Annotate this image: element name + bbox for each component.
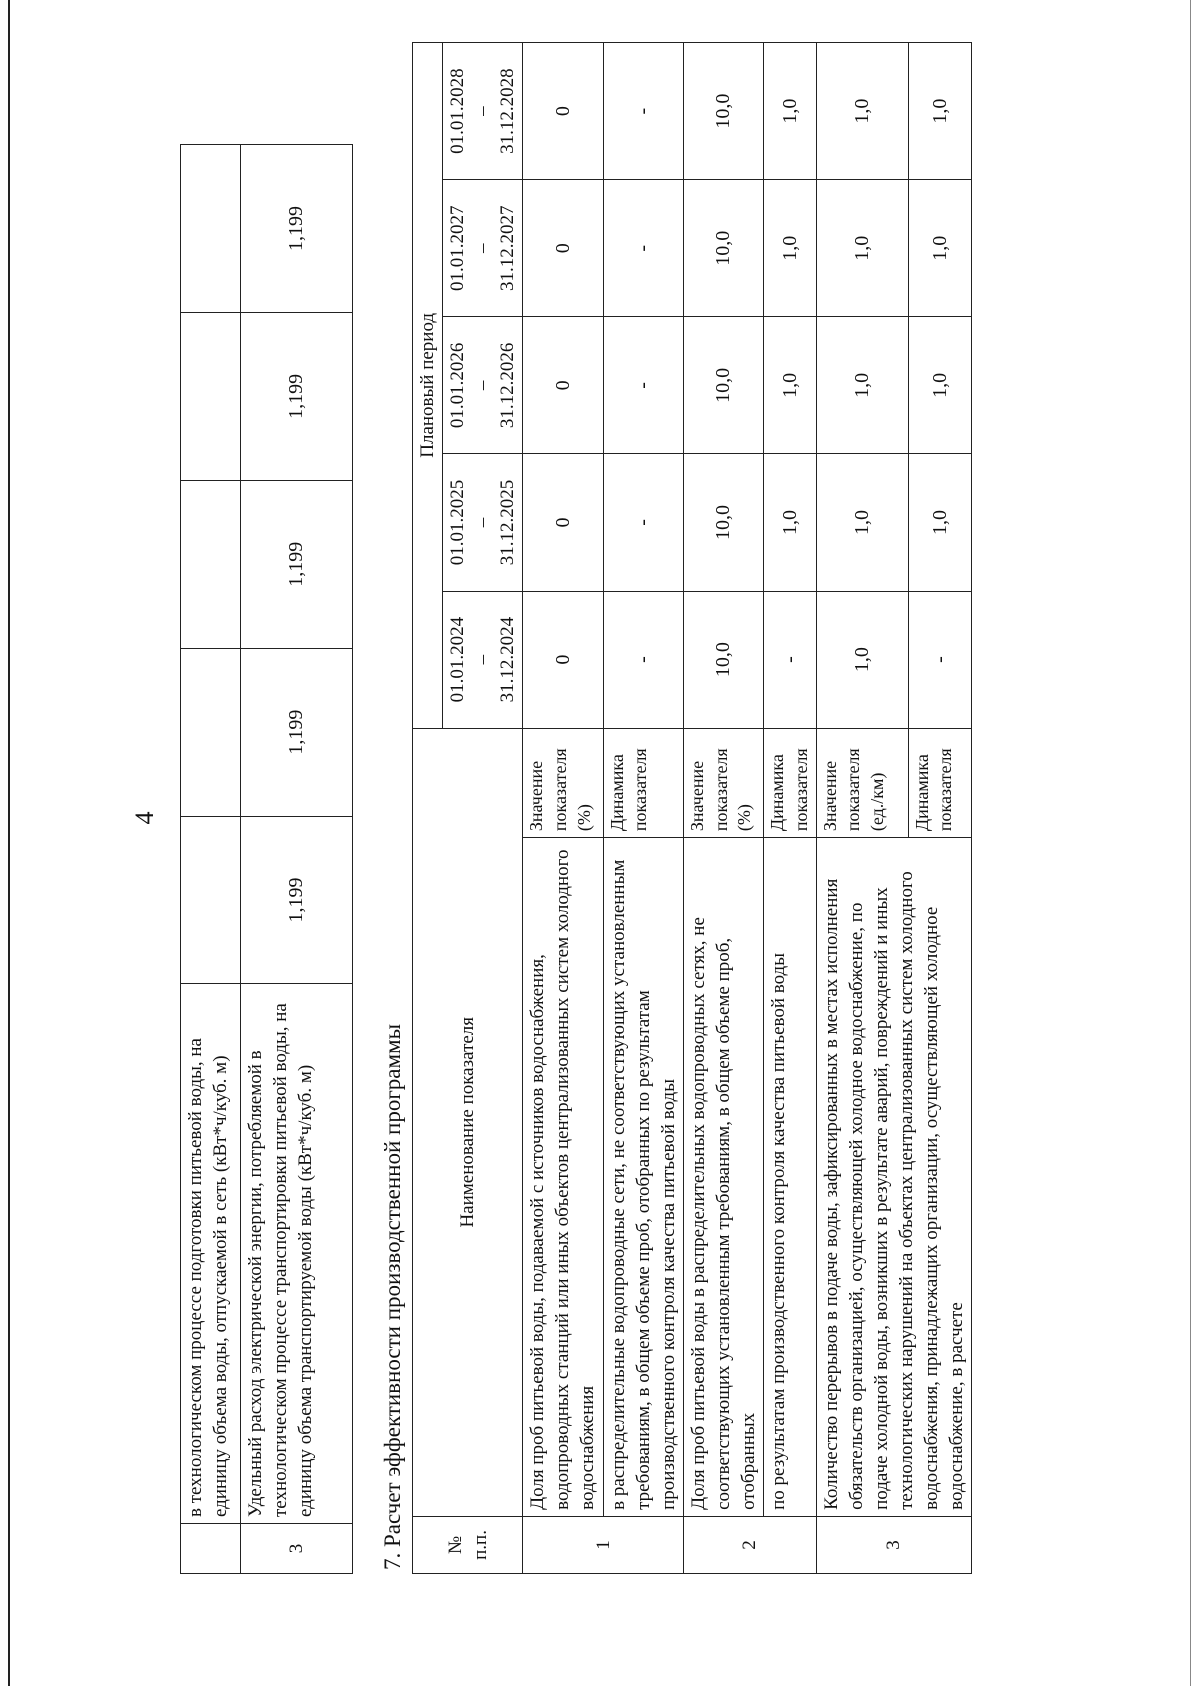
value-cell: -: [603, 317, 683, 454]
value-cell: [181, 312, 241, 480]
value-cell: -: [764, 591, 817, 728]
header-row: [413, 43, 443, 1574]
value-cell: 1,0: [816, 317, 908, 454]
value-cell: -: [603, 591, 683, 728]
row-num: [181, 1524, 241, 1574]
period-2028: 01.01.2028 – 31.12.2028: [443, 43, 523, 180]
row-name: в технологическом процессе подготовки питьевой воды, на единицу объема воды, отпускаемой в сеть (кВт*ч/куб. м): [181, 984, 241, 1524]
value-cell: 1,0: [816, 180, 908, 317]
value-cell: -: [603, 180, 683, 317]
row-name: по результатам производственного контроля качества питьевой воды: [764, 838, 817, 1517]
top-table: [180, 144, 353, 1574]
header-name: Наименование показателя: [413, 728, 523, 1516]
value-cell: [181, 480, 241, 648]
value-cell: 0: [523, 591, 603, 728]
value-cell: 1,0: [908, 454, 971, 591]
section-title: 7. Расчет эффективности производственной программы: [380, 1023, 405, 1570]
value-cell: 0: [523, 180, 603, 317]
value-cell: 1,0: [908, 180, 971, 317]
value-cell: -: [908, 591, 971, 728]
period-2026: 01.01.2026 – 31.12.2026: [443, 317, 523, 454]
row-name: в распределительные водопроводные сети, не соответствующих установленным требованиям, в общем объеме проб, отобранных по результатам производственного контроля качества питьевой воды: [603, 838, 683, 1517]
value-cell: [181, 816, 241, 984]
row-type: Динамика показателя: [764, 728, 817, 838]
value-cell: 1,0: [908, 43, 971, 180]
period-2024: 01.01.2024 – 31.12.2024: [443, 591, 523, 728]
value-cell: 10,0: [683, 317, 763, 454]
value-cell: 10,0: [683, 591, 763, 728]
value-cell: [181, 648, 241, 816]
value-cell: 0: [523, 454, 603, 591]
row-type: Динамика показателя: [603, 728, 683, 838]
table-row: [181, 145, 241, 1574]
row-type: Значение показателя (ед./км): [816, 728, 908, 838]
value-cell: 1,199: [241, 648, 353, 816]
page-number: 4: [130, 811, 159, 825]
row-name: Доля проб питьевой воды в распределительных водопроводных сетях, не соответствующих установленным требованиям, в общем объеме проб, отобранных: [683, 838, 763, 1517]
value-cell: 1,199: [241, 145, 353, 313]
row-num: 1: [523, 1516, 683, 1573]
table-row: [764, 43, 817, 1574]
value-cell: 1,199: [241, 816, 353, 984]
table-row: [683, 43, 763, 1574]
value-cell: 10,0: [683, 454, 763, 591]
value-cell: 10,0: [683, 180, 763, 317]
row-num: 2: [683, 1516, 816, 1573]
header-num: № п.п.: [413, 1516, 523, 1573]
value-cell: 1,0: [816, 454, 908, 591]
value-cell: -: [603, 43, 683, 180]
value-cell: 1,0: [764, 454, 817, 591]
table-row: [603, 43, 683, 1574]
period-2025: 01.01.2025 – 31.12.2025: [443, 454, 523, 591]
value-cell: 1,0: [908, 317, 971, 454]
header-planned: Плановый период: [413, 43, 443, 729]
table-row: [241, 145, 353, 1574]
value-cell: 10,0: [683, 43, 763, 180]
row-name: Доля проб питьевой воды, подаваемой с источников водоснабжения, водопроводных станций или иных объектов централизованных систем холодного водоснабжения: [523, 838, 603, 1517]
row-num: 3: [816, 1516, 971, 1573]
value-cell: 1,0: [764, 317, 817, 454]
row-type: Значение показателя (%): [523, 728, 603, 838]
value-cell: 0: [523, 43, 603, 180]
efficiency-table: [412, 42, 972, 1574]
row-name: Удельный расход электрической энергии, потребляемой в технологическом процессе транспортировки питьевой воды, на единицу объема транспортируемой воды (кВт*ч/куб. м): [241, 984, 353, 1524]
table-row: [523, 43, 603, 1574]
value-cell: -: [603, 454, 683, 591]
value-cell: 1,199: [241, 480, 353, 648]
value-cell: 1,0: [816, 591, 908, 728]
period-2027: 01.01.2027 – 31.12.2027: [443, 180, 523, 317]
value-cell: 1,0: [816, 43, 908, 180]
row-num: 3: [241, 1524, 353, 1574]
value-cell: [181, 145, 241, 313]
row-name: Количество перерывов в подаче воды, зафиксированных в местах исполнения обязательств организацией, осуществляющей холодное водоснабжение, по подаче холодной воды, возникших в результате аварий, повреждений и иных технологических нарушений на объектах централизованных систем холодного водоснабжения, принадлежащих организации, осуществляющей холодное водоснабжение, в расчете: [816, 838, 971, 1517]
row-type: Динамика показателя: [908, 728, 971, 838]
value-cell: 1,199: [241, 312, 353, 480]
value-cell: 1,0: [764, 180, 817, 317]
table-row: [816, 43, 908, 1574]
row-type: Значение показателя (%): [683, 728, 763, 838]
value-cell: 0: [523, 317, 603, 454]
value-cell: 1,0: [764, 43, 817, 180]
